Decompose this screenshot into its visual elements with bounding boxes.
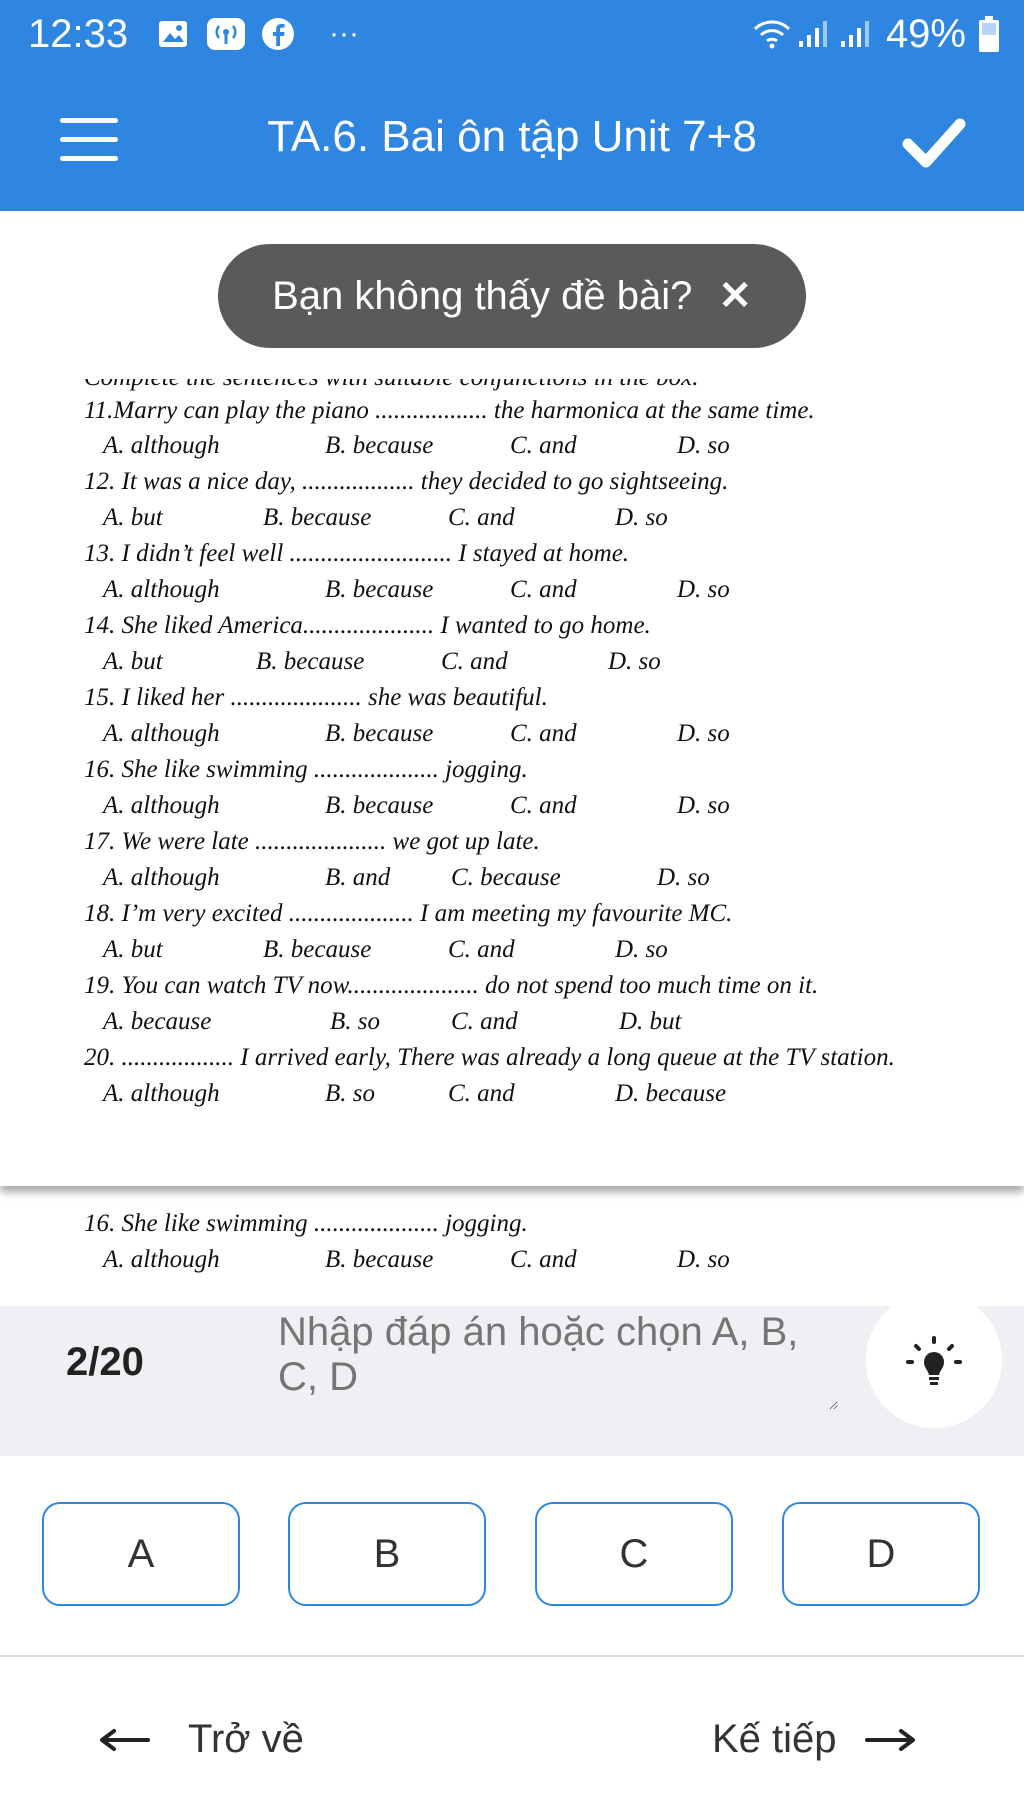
choice-a-button[interactable]: A (42, 1502, 240, 1606)
option-text: B. because (325, 1246, 434, 1273)
facebook-icon (260, 16, 296, 52)
option-text: A. although (103, 864, 220, 891)
question-text: 15. I liked her ..................... she was beautiful. (84, 684, 548, 711)
option-text: C. and (510, 720, 577, 747)
option-text: C. and (510, 432, 577, 459)
option-text: A. but (103, 648, 163, 675)
wifi-icon (752, 16, 792, 52)
option-text: C. and (441, 648, 508, 675)
option-text: A. although (103, 576, 220, 603)
option-text: B. because (325, 792, 434, 819)
question-text: 16. She like swimming .................... jogging. (84, 756, 528, 783)
signal-icon (796, 16, 830, 52)
option-text: A. although (103, 792, 220, 819)
back-label: Trở về (188, 1717, 304, 1761)
question-progress: 2/20 (66, 1340, 144, 1384)
missing-question-toast[interactable] (218, 244, 806, 348)
next-label: Kế tiếp (712, 1717, 837, 1761)
option-text: A. because (103, 1008, 212, 1035)
option-text: A. although (103, 432, 220, 459)
hotspot-icon (206, 16, 246, 52)
option-text: C. because (451, 864, 561, 891)
option-text: B. because (325, 576, 434, 603)
option-text: B. because (263, 936, 372, 963)
question-text: 13. I didn’t feel well .......................... I stayed at home. (84, 540, 630, 567)
option-text: A. although (103, 1246, 220, 1273)
option-text: C. and (448, 1080, 515, 1107)
question-text: 18. I’m very excited .................... I am meeting my favourite MC. (84, 900, 733, 927)
option-text: B. so (330, 1008, 380, 1035)
option-text: D. so (615, 504, 668, 531)
option-text: D. so (677, 576, 730, 603)
option-text: A. although (103, 720, 220, 747)
choice-c-button[interactable]: C (535, 1502, 733, 1606)
question-text: 17. We were late ..................... we got up late. (84, 828, 540, 855)
arrow-right-icon (863, 1728, 919, 1752)
option-text: B. because (263, 504, 372, 531)
option-text: D. but (619, 1008, 682, 1035)
submit-check-button[interactable] (902, 112, 966, 172)
question-text: 16. She like swimming .................... jogging. (84, 1210, 528, 1237)
lightbulb-icon (866, 1292, 1002, 1428)
option-text: A. although (103, 1080, 220, 1107)
choice-b-button[interactable]: B (288, 1502, 486, 1606)
answer-input[interactable] (278, 1310, 838, 1410)
choice-buttons (0, 1456, 1024, 1656)
check-icon (902, 112, 966, 172)
status-time: 12:33 (28, 12, 129, 56)
close-icon[interactable]: ✕ (718, 274, 752, 318)
question-text: 11.Marry can play the piano .................. the harmonica at the same time. (84, 397, 815, 424)
option-text: C. and (510, 576, 577, 603)
option-text: D. because (615, 1080, 727, 1107)
more-icon: ··· (329, 17, 359, 50)
option-text: D. so (677, 1246, 730, 1273)
question-text: 14. She liked America..................... I wanted to go home. (84, 612, 651, 639)
option-text: A. but (103, 936, 163, 963)
option-text: C. and (448, 504, 515, 531)
question-text: 20. .................. I arrived early, There was already a long queue at the TV station. (84, 1044, 895, 1071)
option-text: B. and (325, 864, 391, 891)
signal-icon (838, 16, 872, 52)
option-text: D. so (677, 720, 730, 747)
option-text: D. so (615, 936, 668, 963)
question-document[interactable] (0, 211, 1024, 1273)
image-icon (156, 16, 190, 52)
battery-icon (976, 16, 1002, 52)
option-text: C. and (448, 936, 515, 963)
footer-nav (0, 1657, 1024, 1820)
app-header (0, 0, 1024, 211)
option-text: C. and (451, 1008, 518, 1035)
hint-button[interactable] (866, 1292, 1002, 1428)
next-button[interactable] (712, 1717, 919, 1762)
battery-percent: 49% (885, 12, 966, 56)
option-text: B. because (325, 432, 434, 459)
status-bar (0, 0, 1024, 72)
option-text: B. because (256, 648, 365, 675)
question-text: 19. You can watch TV now..................... do not spend too much time on it. (84, 972, 819, 999)
option-text: A. but (103, 504, 163, 531)
document-page (0, 211, 1024, 1186)
back-button[interactable] (96, 1717, 304, 1762)
toast-text: Bạn không thấy đề bài? (272, 273, 693, 318)
option-text: C. and (510, 1246, 577, 1273)
document-page-continued (0, 1186, 1024, 1306)
question-text: 12. It was a nice day, .................. they decided to go sightseeing. (84, 468, 729, 495)
option-text: B. because (325, 720, 434, 747)
page-title: TA.6. Bai ôn tập Unit 7+8 (267, 112, 757, 161)
option-text: B. so (325, 1080, 375, 1107)
option-text: D. so (657, 864, 710, 891)
option-text: D. so (608, 648, 661, 675)
option-text: D. so (677, 792, 730, 819)
option-text: D. so (677, 432, 730, 459)
option-text: C. and (510, 792, 577, 819)
arrow-left-icon (96, 1728, 152, 1752)
choice-d-button[interactable]: D (782, 1502, 980, 1606)
